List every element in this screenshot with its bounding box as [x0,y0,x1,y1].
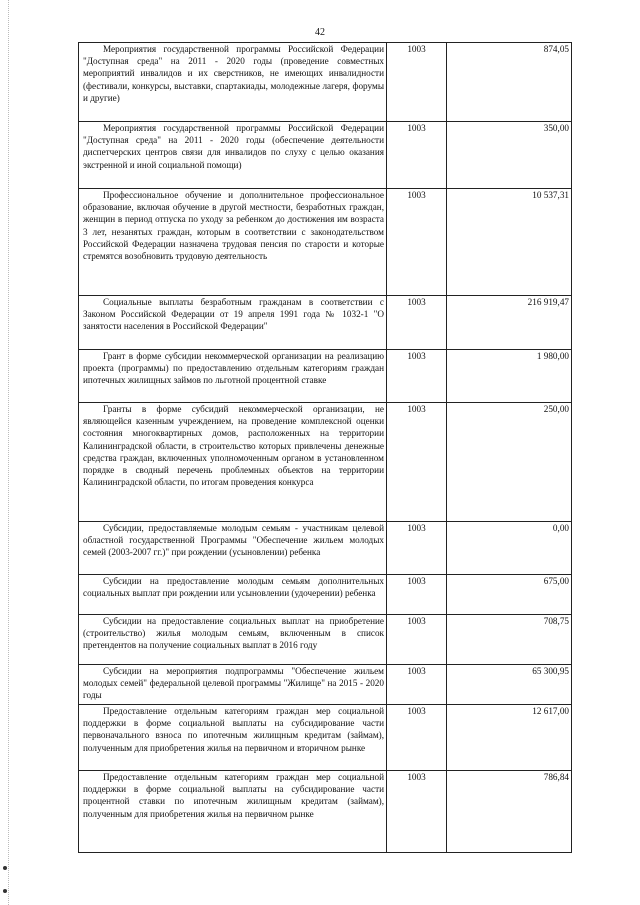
row-description: Субсидии на предоставление молодым семьям дополнительных социальных выплат при рождении или усыновлении (удочерении) ребенка [78,575,386,614]
row-description: Предоставление отдельным категориям граждан мер социальной поддержки в форме социальной выплаты на субсидирование части первоначального взноса по ипотечным жилищным кредитам (займам), полученным для приобретения жилья на первичном и вторичном рынке [78,705,386,770]
row-code: 1003 [386,122,446,188]
table-row [78,122,572,189]
row-amount: 0,00 [446,522,572,574]
row-description: Социальные выплаты безработным гражданам в соответствии с Законом Российской Федерации от 19 апреля 1991 года № 1032-1 "О занятости населения в Российской Федерации" [78,296,386,349]
row-amount: 675,00 [446,575,572,614]
margin-mark [3,866,7,870]
budget-table [78,42,572,853]
row-code: 1003 [386,771,446,852]
row-description: Мероприятия государственной программы Российской Федерации "Доступная среда" на 2011 - 2020 годы (обеспечение деятельности диспетчерских центров связи для инвалидов по слуху с целью оказания экстренной и иной социальной помощи) [78,122,386,188]
table-row [78,296,572,350]
row-code: 1003 [386,665,446,704]
table-row [78,705,572,771]
row-amount: 708,75 [446,615,572,664]
page-number: 42 [315,27,325,38]
row-amount: 216 919,47 [446,296,572,349]
row-code: 1003 [386,522,446,574]
row-amount: 12 617,00 [446,705,572,770]
row-code: 1003 [386,403,446,521]
table-row [78,771,572,853]
row-amount: 350,00 [446,122,572,188]
margin-mark [3,889,7,893]
row-code: 1003 [386,350,446,402]
row-description: Субсидии, предоставляемые молодым семьям - участникам целевой областной государственной Программы "Обеспечение жильем молодых семей (2003-2007 гг.)" при рождении (усыновлении) ребенка [78,522,386,574]
row-code: 1003 [386,705,446,770]
row-amount: 786,84 [446,771,572,852]
table-row [78,189,572,296]
row-code: 1003 [386,43,446,121]
row-description: Мероприятия государственной программы Российской Федерации "Доступная среда" на 2011 - 2020 годы (проведение совместных мероприятий инвалидов и их сверстников, не имеющих инвалидности (фестивали, конкурсы, выставки, спартакиады, молодежные лагеря, форумы и другие) [78,43,386,121]
table-row [78,43,572,122]
table-row [78,522,572,575]
row-description: Грант в форме субсидии некоммерческой организации на реализацию проекта (программы) по предоставлению отдельным категориям граждан ипотечных жилищных займов по льготной процентной ставке [78,350,386,402]
row-amount: 874,05 [446,43,572,121]
row-amount: 65 300,95 [446,665,572,704]
row-code: 1003 [386,296,446,349]
row-code: 1003 [386,575,446,614]
table-row [78,350,572,403]
row-amount: 1 980,00 [446,350,572,402]
row-amount: 10 537,31 [446,189,572,295]
row-description: Профессиональное обучение и дополнительное профессиональное образование, включая обучение в другой местности, безработных граждан, женщин в период отпуска по уходу за ребенком до достижения им возраста 3 лет, незанятых граждан, которым в соответствии с законодательством Российской Федерации назначена трудовая пенсия по старости и которые стремятся возобновить трудовую деятельность [78,189,386,295]
table-row [78,575,572,615]
row-amount: 250,00 [446,403,572,521]
row-description: Гранты в форме субсидий некоммерческой организации, не являющейся казенным учреждением, на проведение комплексной оценки состояния многоквартирных домов, расположенных на территории Калининградской области, в строительство которых привлечены денежные средства граждан, включенных уполномоченным органом в установленном порядке в сводный перечень проблемных объектов на территории Калининградской области, по итогам проведения конкурса [78,403,386,521]
row-code: 1003 [386,615,446,664]
row-description: Предоставление отдельным категориям граждан мер социальной поддержки в форме социальной выплаты на субсидирование части процентной ставки по ипотечным жилищным кредитам (займам), полученным для приобретения жилья на первичном рынке [78,771,386,852]
table-row [78,665,572,705]
table-row [78,615,572,665]
row-code: 1003 [386,189,446,295]
row-description: Субсидии на предоставление социальных выплат на приобретение (строительство) жилья молодым семьям, включенным в список претендентов на получение социальных выплат в 2016 году [78,615,386,664]
row-description: Субсидии на мероприятия подпрограммы "Обеспечение жильем молодых семей" федеральной целевой программы "Жилище" на 2015 - 2020 годы [78,665,386,704]
binding-margin-line [8,0,9,905]
table-row [78,403,572,522]
